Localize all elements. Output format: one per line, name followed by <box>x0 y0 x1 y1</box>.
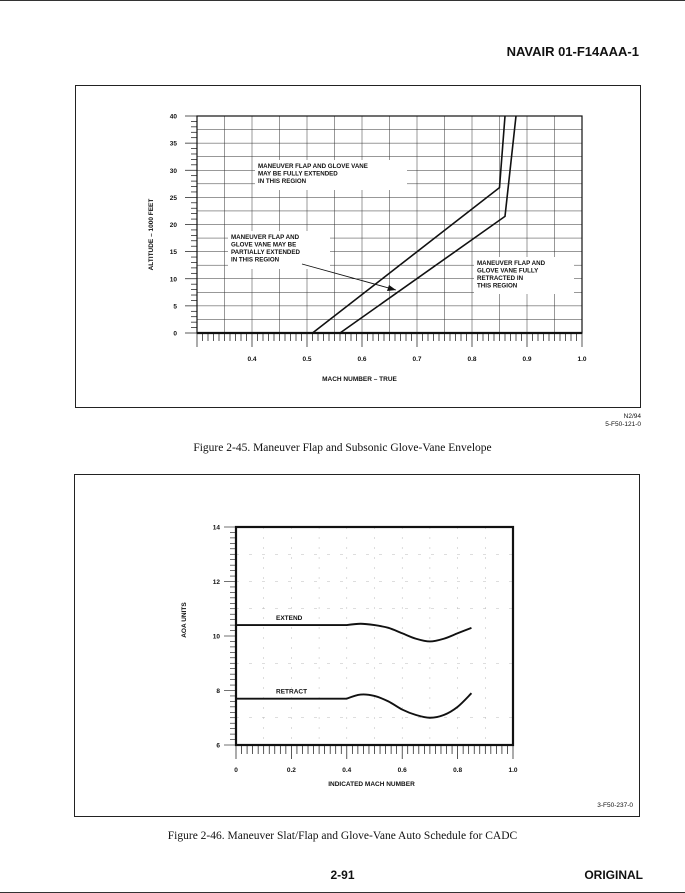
chart2-x-tick-label: 0.6 <box>397 767 407 774</box>
figure2-caption: Figure 2-46. Maneuver Slat/Flap and Glove-Vane Auto Schedule for CADC <box>167 830 518 842</box>
figure1-code-line1: N2/94 <box>623 413 641 420</box>
chart1-annotation-retracted: THIS REGION <box>477 282 518 290</box>
chart1-grid <box>197 116 582 333</box>
chart2-y-tick-label: 6 <box>216 742 220 750</box>
chart2-x-tick-label: 0 <box>234 767 238 774</box>
chart2-series-retract <box>236 693 471 718</box>
chart2-y-tick-label: 8 <box>216 688 220 695</box>
chart1-x-tick-label: 0.6 <box>357 356 367 363</box>
chart2-plot-border <box>236 527 513 745</box>
chart2-y-axis-label: AOA UNITS <box>181 602 188 638</box>
chart1-x-axis-label: MACH NUMBER – TRUE <box>322 376 397 383</box>
chart1-y-axis-label: ALTITUDE – 1000 FEET <box>148 198 155 271</box>
chart2-x-tick-label: 0.2 <box>286 767 296 774</box>
chart1-annotation-retracted: GLOVE VANE FULLY <box>477 267 539 275</box>
chart1-annotation-fully-extended: MAY BE FULLY EXTENDED <box>258 170 338 178</box>
chart1-annotation-retracted: MANEUVER FLAP AND <box>477 260 546 267</box>
chart2-x-tick-label: 1.0 <box>508 767 518 774</box>
chart1-x-tick-label: 0.5 <box>302 356 312 363</box>
chart1-y-tick-label: 0 <box>173 330 177 338</box>
chart2-series-extend <box>236 624 471 642</box>
chart1-annotation-fully-extended: MANEUVER FLAP AND GLOVE VANE <box>258 163 368 170</box>
chart1-annotation-fully-extended: IN THIS REGION <box>258 178 307 185</box>
chart2-x-axis-label: INDICATED MACH NUMBER <box>328 781 415 788</box>
chart2-y-tick-label: 14 <box>212 524 220 532</box>
chart2-series-label-extend: EXTEND <box>276 615 303 623</box>
chart1-annotation-partially-extended: MANEUVER FLAP AND <box>231 234 300 241</box>
chart2-x-tick-label: 0.8 <box>453 767 463 774</box>
chart1-y-tick-label: 35 <box>169 140 177 148</box>
chart1-y-tick-label: 25 <box>169 194 177 202</box>
page-number: 2-91 <box>330 868 355 882</box>
chart2-y-tick-label: 12 <box>212 579 220 586</box>
chart1-x-tick-label: 0.7 <box>412 356 422 363</box>
chart2-y-tick-label: 10 <box>212 633 220 641</box>
figure2-code: 3-F50-237-0 <box>597 802 633 809</box>
chart1-y-tick-label: 30 <box>169 167 177 175</box>
chart1-y-tick-label: 20 <box>169 222 177 229</box>
chart1-x-tick-label: 1.0 <box>577 356 587 363</box>
chart1-y-tick-label: 40 <box>169 113 177 121</box>
status-label: ORIGINAL <box>584 868 643 882</box>
chart1-annotation-partially-extended: GLOVE VANE MAY BE <box>231 241 297 249</box>
chart1-y-tick-label: 10 <box>169 276 177 284</box>
chart1-annotation-partially-extended: PARTIALLY EXTENDED <box>231 249 300 256</box>
chart2-x-tick-label: 0.4 <box>342 767 352 774</box>
figure1-caption: Figure 2-45. Maneuver Flap and Subsonic Glove-Vane Envelope <box>193 442 492 454</box>
chart2-series-label-retract: RETRACT <box>276 688 308 696</box>
chart1-y-tick-label: 15 <box>169 249 177 257</box>
chart1-x-tick-label: 0.9 <box>522 356 532 363</box>
chart1-annotation-retracted: RETRACTED IN <box>477 275 524 282</box>
chart1-annotation-arrowhead <box>387 285 396 291</box>
chart1-x-tick-label: 0.4 <box>247 356 257 363</box>
chart2-grid <box>236 527 513 745</box>
chart1-annotation-partially-extended: IN THIS REGION <box>231 256 280 264</box>
chart1-x-tick-label: 0.8 <box>467 356 477 363</box>
document-id: NAVAIR 01-F14AAA-1 <box>506 44 639 59</box>
chart1-annotation-arrow <box>302 264 396 290</box>
chart1-y-tick-label: 5 <box>173 303 177 311</box>
figure1-code-line2: 5-F50-121-0 <box>605 421 641 428</box>
